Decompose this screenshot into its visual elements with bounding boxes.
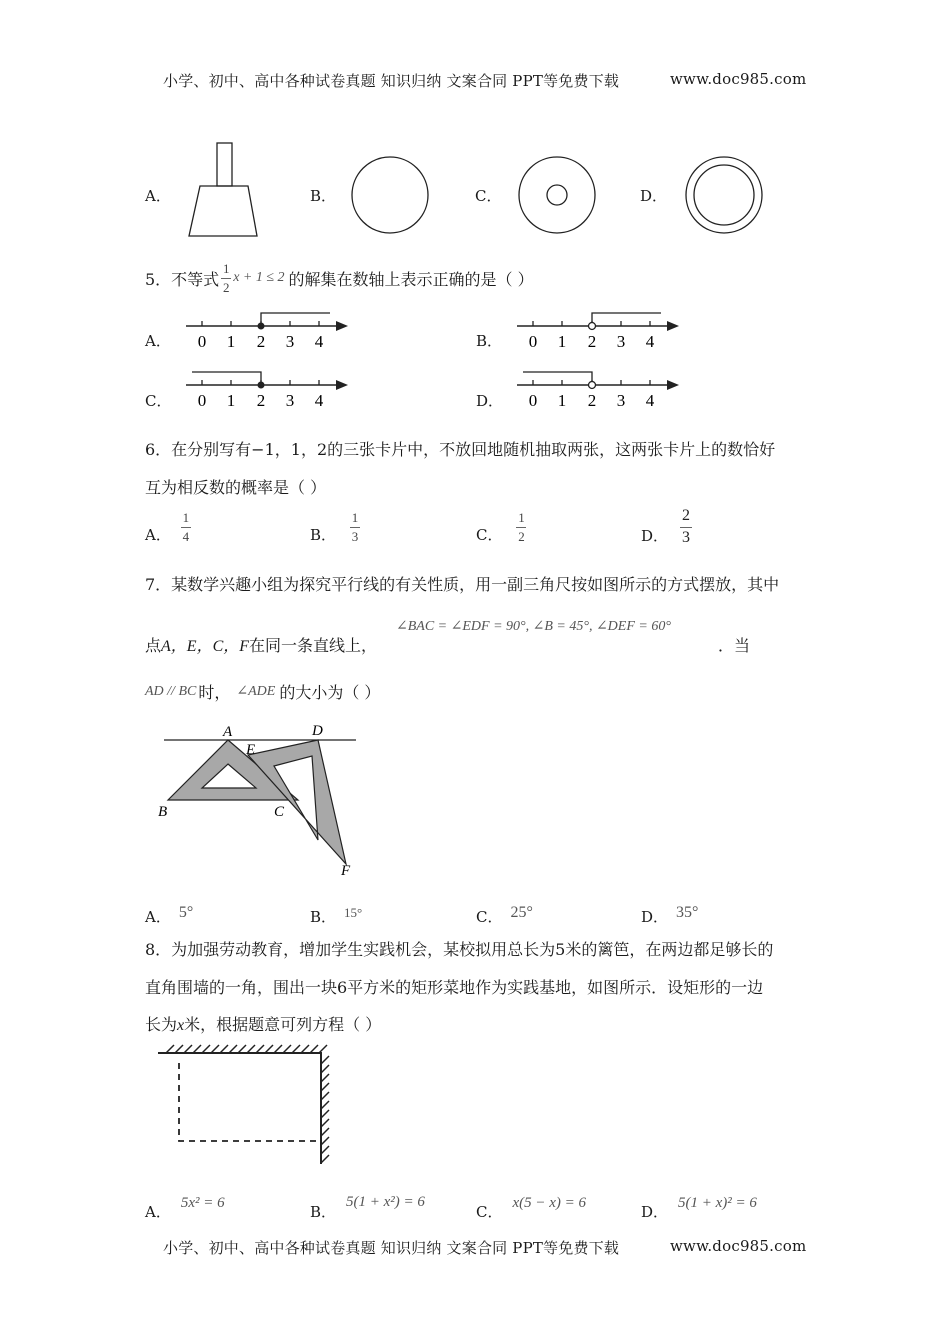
q7-line2-b: 在同一条直线上， [249, 636, 378, 655]
q8-line3 [145, 1012, 381, 1035]
wall-hatch-mark [321, 1128, 329, 1136]
wall-hatch-mark [321, 1155, 329, 1163]
q5-number-line-d [511, 364, 686, 414]
q8-option-a [145, 1185, 225, 1222]
q5-c-tick-0: 0 [197, 391, 207, 410]
q6-option-b-fraction [350, 511, 360, 543]
q6-a-den: 4 [182, 529, 190, 544]
q7-parallel-condition: AD // BC [145, 683, 197, 699]
q7-line2-a: 点 [145, 636, 162, 655]
q8-line3-b: 米，根据题意可列方程（ ） [184, 1015, 382, 1034]
q5-b-tick-0: 0 [528, 332, 538, 351]
wall-hatch-mark [321, 1119, 329, 1127]
q6-option-b [310, 510, 360, 545]
q4-figure-d [679, 150, 769, 240]
q8-line3-a: 长为 [145, 1015, 178, 1034]
wall-hatch-mark [321, 1146, 329, 1154]
q6-option-d [641, 508, 692, 547]
q4-figure-b [345, 150, 435, 240]
wall-hatch-mark [184, 1045, 192, 1053]
q5-number-line-b [511, 305, 686, 355]
q5-frac-num: 1 [222, 261, 230, 276]
wall-hatch-mark [321, 1110, 329, 1118]
q8-option-c-label: C． [476, 1203, 503, 1221]
q8-option-c-value: x(5 − x) = 6 [512, 1195, 587, 1211]
wall-hatch-mark [283, 1045, 291, 1053]
q8-figure [152, 1040, 342, 1170]
q5-a-tick-2: 2 [256, 332, 266, 351]
q7-line2-points: A，E，C，F [161, 638, 250, 655]
q8-option-d-label: D． [641, 1203, 669, 1221]
wall-hatch-mark [321, 1074, 329, 1082]
q4-figure-a [180, 140, 270, 240]
q5-d-tick-1: 1 [557, 391, 567, 410]
q4-option-c-label: C． [475, 187, 502, 205]
wall-hatch-mark [265, 1045, 273, 1053]
q8-option-c [476, 1185, 586, 1222]
q6-option-a-label: A． [145, 526, 171, 544]
q7-option-d-label: D． [641, 908, 669, 926]
q6-option-a [145, 510, 191, 545]
q7-option-d-value: 35° [676, 903, 699, 921]
footer-text: 小学、初中、高中各种试卷真题 知识归纳 文案合同 PPT等免费下载 [163, 1239, 620, 1257]
q8-line1: 8．为加强劳动教育，增加学生实践机会，某校拟用总长为5米的篱笆，在两边都足够长的 [145, 940, 774, 959]
q7-angle-conditions: ∠BAC = ∠EDF = 90°, ∠B = 45°, ∠DEF = 60° [396, 619, 671, 634]
q7-line3-b: 的大小为（ ） [279, 683, 381, 702]
q5-question [145, 262, 534, 294]
q5-option-a-label: A． [145, 332, 171, 350]
q7-line3 [145, 680, 380, 703]
wall-hatch-mark [321, 1101, 329, 1109]
q5-a-tick-0: 0 [197, 332, 207, 351]
q8-option-b [310, 1182, 425, 1222]
q6-d-den: 3 [682, 528, 691, 546]
q5-d-tick-4: 4 [645, 391, 655, 410]
wall-hatch-mark [220, 1045, 228, 1053]
q5-b-tick-1: 1 [557, 332, 567, 351]
q6-option-b-label: B． [310, 526, 337, 544]
q8-option-a-value: 5x² = 6 [180, 1195, 225, 1211]
q6-option-a-fraction [181, 511, 191, 543]
q5-c-tick-2: 2 [256, 391, 266, 410]
q7-option-a-label: A． [145, 908, 171, 926]
q5-d-tick-0: 0 [528, 391, 538, 410]
q5-number-line-c [180, 364, 355, 414]
q7-option-b-label: B． [310, 908, 337, 926]
wall-hatch-mark [321, 1083, 329, 1091]
q6-option-c-fraction [516, 511, 526, 543]
q6-a-num: 1 [182, 510, 190, 526]
q7-line2 [145, 633, 377, 656]
q5-d-tick-2: 2 [587, 391, 597, 410]
footer-url: www.doc985.com [670, 1237, 807, 1255]
q7-point-a: A [223, 724, 233, 740]
q5-c-tick-1: 1 [226, 391, 236, 410]
q7-option-b [310, 898, 362, 927]
q7-option-c [476, 898, 533, 927]
q4-figure-c [512, 150, 602, 240]
q6-line1: 6．在分别写有−1，1，2的三张卡片中，不放回地随机抽取两张，这两张卡片上的数恰好 [145, 440, 776, 459]
header-text: 小学、初中、高中各种试卷真题 知识归纳 文案合同 PPT等免费下载 [163, 72, 620, 90]
q8-option-b-label: B． [310, 1203, 337, 1221]
q8-option-a-label: A． [145, 1203, 171, 1221]
q7-point-c: C [274, 804, 285, 820]
wall-hatch-mark [321, 1092, 329, 1100]
q5-d-tick-3: 3 [616, 391, 626, 410]
q5-a-tick-3: 3 [285, 332, 295, 351]
q7-line2-end: ．当 [718, 636, 751, 655]
q8-option-d-value: 5(1 + x)² = 6 [678, 1195, 757, 1211]
q5-inequality: x + 1 ≤ 2 [233, 270, 285, 286]
q7-angle-ade: ∠ADE [236, 684, 276, 699]
wall-hatch-mark [166, 1045, 174, 1053]
q5-c-tick-3: 3 [285, 391, 295, 410]
q4-option-d-label: D． [640, 187, 668, 205]
q7-line3-a: 时， [198, 683, 231, 702]
q5-frac-den: 2 [222, 279, 230, 295]
q8-option-b-value: 5(1 + x²) = 6 [346, 1193, 425, 1210]
q8-option-d [641, 1185, 757, 1222]
q6-option-c [476, 510, 526, 545]
q7-option-d [641, 898, 698, 927]
q7-option-a [145, 898, 193, 927]
q6-option-d-fraction [680, 508, 692, 547]
header-url: www.doc985.com [670, 70, 807, 88]
wall-hatch-mark [229, 1045, 237, 1053]
q7-figure [150, 718, 365, 883]
wall-hatch-mark [301, 1045, 309, 1053]
q5-b-tick-3: 3 [616, 332, 626, 351]
wall-hatch-mark [175, 1045, 183, 1053]
q5-fraction [221, 262, 231, 294]
wall-hatch-mark [321, 1137, 329, 1145]
q6-c-num: 1 [518, 510, 525, 526]
q6-b-num: 1 [351, 510, 359, 526]
q5-c-tick-4: 4 [314, 391, 324, 410]
q8-variable-x: x [177, 1017, 185, 1034]
q5-option-c-label: C． [145, 392, 172, 410]
wall-hatch-mark [247, 1045, 255, 1053]
q7-option-c-value: 25° [510, 903, 533, 921]
q5-option-d-label: D． [476, 392, 504, 410]
q6-option-c-label: C． [476, 526, 503, 544]
q5-number-line-a [180, 305, 355, 355]
q6-c-den: 2 [518, 529, 525, 544]
q5-a-tick-4: 4 [314, 332, 324, 351]
q7-line1: 7．某数学兴趣小组为探究平行线的有关性质，用一副三角尺按如图所示的方式摆放，其中 [145, 575, 780, 594]
q6-line2: 互为相反数的概率是（ ） [145, 478, 327, 497]
q7-option-b-value: 15° [344, 904, 363, 920]
q4-option-b-label: B． [310, 187, 337, 205]
q7-option-c-label: C． [476, 908, 503, 926]
q5-prefix: 5．不等式 [145, 269, 220, 289]
wall-hatch-mark [256, 1045, 264, 1053]
wall-hatch-mark [319, 1045, 327, 1053]
wall-hatch-mark [310, 1045, 318, 1053]
wall-hatch-mark [274, 1045, 282, 1053]
q7-point-f: F [341, 863, 351, 879]
wall-hatch-mark [321, 1065, 329, 1073]
q7-point-b: B [158, 804, 168, 820]
wall-hatch-mark [202, 1045, 210, 1053]
q7-option-a-value: 5° [178, 903, 194, 921]
q5-option-b-label: B． [476, 332, 503, 350]
q7-point-e: E [246, 742, 256, 758]
q5-b-tick-2: 2 [587, 332, 597, 351]
wall-hatch-mark [321, 1056, 329, 1064]
wall-hatch-mark [211, 1045, 219, 1053]
q5-a-tick-1: 1 [226, 332, 236, 351]
wall-hatch-mark [238, 1045, 246, 1053]
q5-suffix: 的解集在数轴上表示正确的是（ ） [288, 269, 534, 289]
q7-point-d: D [312, 723, 323, 739]
q4-option-a-label: A． [145, 187, 171, 205]
q6-d-num: 2 [682, 507, 691, 524]
wall-hatch-mark [292, 1045, 300, 1053]
q8-line2: 直角围墙的一角，围出一块6平方米的矩形菜地作为实践基地，如图所示．设矩形的一边 [145, 978, 764, 997]
q6-b-den: 3 [351, 529, 359, 544]
q5-b-tick-4: 4 [645, 332, 655, 351]
q6-option-d-label: D． [641, 526, 669, 545]
wall-hatch-mark [193, 1045, 201, 1053]
